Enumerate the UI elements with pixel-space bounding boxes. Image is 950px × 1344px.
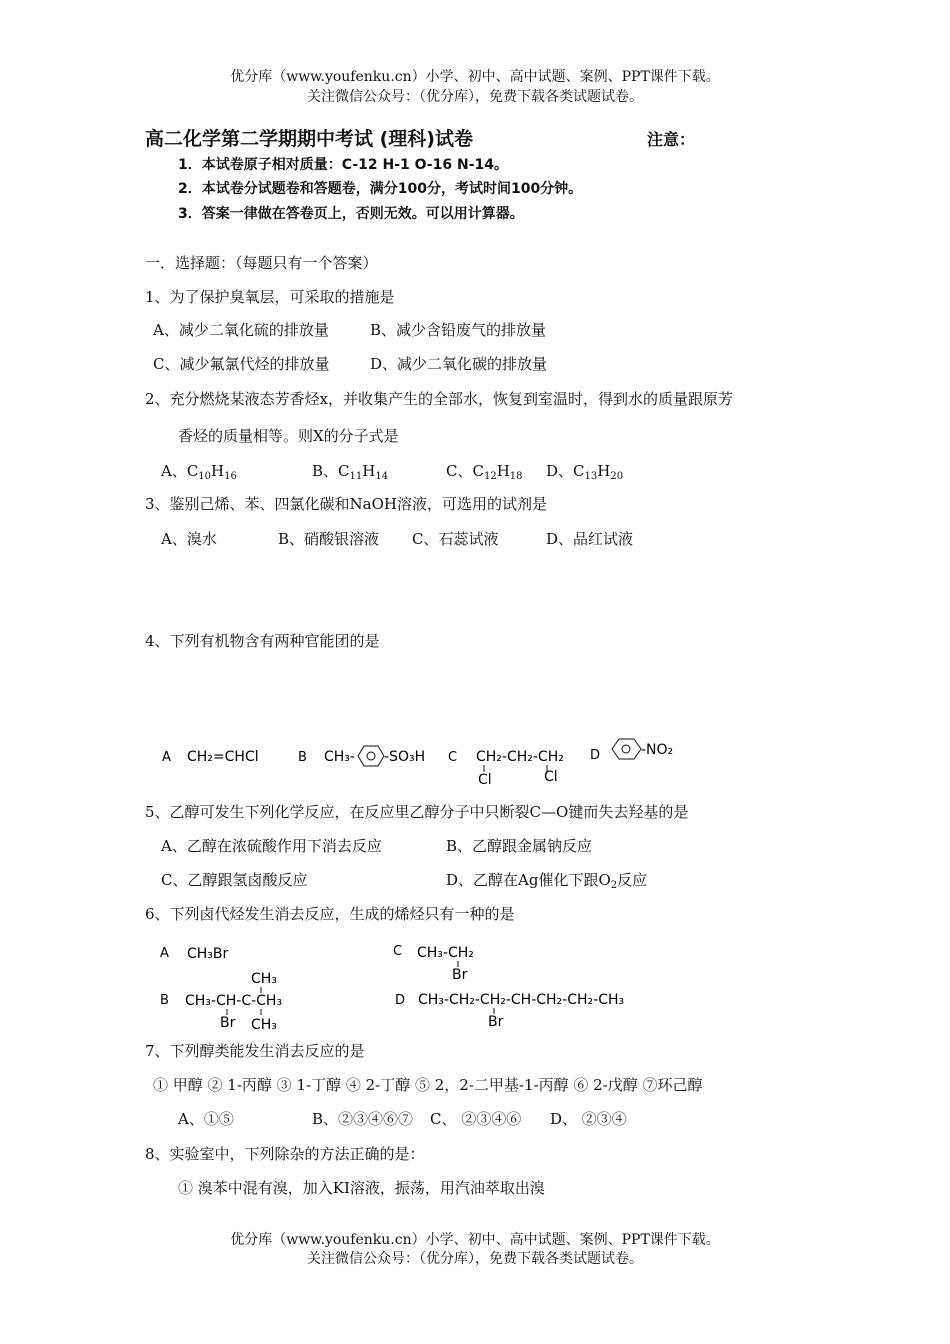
q2-option-c: C、$C_{12}H_{18}$ — [446, 462, 523, 482]
q6-label-d: D — [395, 993, 406, 1008]
q1-stem: 1、为了保护臭氧层，可采取的措施是 — [145, 288, 395, 306]
q4-stem: 4、下列有机物含有两种官能团的是 — [145, 632, 380, 650]
q5-option-d: D、乙醇在Ag催化下跟$O_2$反应 — [446, 871, 648, 891]
q7-option-d: D、 ②③④ — [550, 1110, 627, 1128]
q2-stem-line-2: 香烃的质量相等。则X的分子式是 — [178, 427, 399, 445]
q7-stem: 7、下列醇类能发生消去反应的是 — [145, 1042, 365, 1060]
q6-formula-c-br: Br — [452, 967, 468, 983]
section-heading: 一．选择题：（每题只有一个答案） — [145, 254, 378, 272]
q6-label-c: C — [393, 944, 403, 959]
q4-label-d: D — [590, 748, 601, 763]
benzene-inner-circle — [367, 752, 375, 760]
q1-option-b: B、减少含铅废气的排放量 — [370, 321, 547, 339]
q4-structures — [150, 730, 710, 790]
q8-item-1: ① 溴苯中混有溴，加入KI溶液，振荡，用汽油萃取出溴 — [178, 1179, 545, 1197]
q5-option-a: A、乙醇在浓硫酸作用下消去反应 — [161, 837, 382, 855]
q7-option-c: C、 ②③④⑥ — [430, 1110, 522, 1128]
q2-option-a: A、$C_{10}H_{16}$ — [161, 462, 237, 482]
q2-stem-line-1: 2、充分燃烧某液态芳香烃x，并收集产生的全部水，恢复到室温时，得到水的质量跟原芳 — [145, 390, 734, 408]
header-line-2: 关注微信公众号：（优分库），免费下载各类试题试卷。 — [307, 89, 643, 105]
q6-formula-b: CH₃-CH-C-CH₃ — [185, 993, 283, 1009]
q3-option-c: C、石蕊试液 — [412, 530, 499, 548]
q1-option-d: D、减少二氧化碳的排放量 — [370, 355, 548, 373]
note-3: 3．答案一律做在答卷页上，否则无效。可以用计算器。 — [178, 206, 524, 222]
q5-stem: 5、乙醇可发生下列化学反应，在反应里乙醇分子中只断裂C—O键而失去羟基的是 — [145, 803, 689, 821]
q5-option-b: B、乙醇跟金属钠反应 — [446, 837, 593, 855]
q4-formula-c-cl-1: Cl — [478, 772, 492, 788]
q4-formula-c: CH₂-CH₂-CH₂ — [476, 749, 564, 765]
q1-option-a: A、减少二氧化硫的排放量 — [153, 321, 329, 339]
q7-items: ① 甲醇 ② 1-丙醇 ③ 1-丁醇 ④ 2-丁醇 ⑤ 2，2-二甲基-1-丙醇 ⑥ 2-戊醇 ⑦环己醇 — [153, 1076, 703, 1094]
q6-formula-c: CH₃-CH₂ — [417, 945, 474, 961]
q3-option-a: A、溴水 — [161, 530, 217, 548]
q3-option-d: D、品红试液 — [546, 530, 634, 548]
header-line-1: 优分库（www.youfenku.cn）小学、初中、高中试题、案例、PPT课件下载。 — [230, 69, 720, 85]
q6-stem: 6、下列卤代烃发生消去反应，生成的烯烃只有一种的是 — [145, 905, 515, 923]
notice-label: 注意： — [647, 130, 696, 149]
q3-option-b: B、硝酸银溶液 — [278, 530, 380, 548]
q2-option-b: B、$C_{11}H_{14}$ — [312, 462, 389, 482]
note-1: 1．本试卷原子相对质量：C-12 H-1 O-16 N-14。 — [178, 157, 508, 173]
q6-formula-a: CH₃Br — [187, 946, 229, 962]
q6-formula-b-br: Br — [220, 1015, 236, 1031]
q3-stem: 3、鉴别己烯、苯、四氯化碳和NaOH溶液，可选用的试剂是 — [145, 495, 547, 513]
q2-option-d: D、$C_{13}H_{20}$ — [546, 462, 624, 482]
q8-stem: 8、实验室中，下列除杂的方法正确的是： — [145, 1145, 425, 1163]
q4-label-c: C — [448, 750, 458, 765]
benzene-ring-icon — [358, 746, 384, 766]
q4-formula-c-cl-2: Cl — [544, 769, 558, 785]
q6-structures — [150, 935, 630, 1035]
q4-label-b: B — [298, 750, 307, 765]
footer-line-2: 关注微信公众号：（优分库），免费下载各类试题试卷。 — [307, 1251, 643, 1267]
q4-formula-b-left: CH₃- — [324, 749, 355, 765]
benzene-ring-icon — [612, 739, 641, 759]
q6-formula-d-br: Br — [488, 1014, 504, 1030]
q6-label-b: B — [160, 993, 169, 1008]
q6-formula-d: CH₃-CH₂-CH₂-CH-CH₂-CH₂-CH₃ — [418, 992, 625, 1008]
q6-label-a: A — [160, 946, 169, 961]
exam-title: 高二化学第二学期期中考试 (理科)试卷 — [145, 128, 473, 150]
note-2: 2．本试卷分试题卷和答题卷，满分100分，考试时间100分钟。 — [178, 181, 583, 197]
q4-formula-b-right: -SO₃H — [384, 749, 426, 765]
footer-line-1: 优分库（www.youfenku.cn）小学、初中、高中试题、案例、PPT课件下载。 — [230, 1232, 720, 1248]
q4-label-a: A — [162, 750, 171, 765]
benzene-inner-circle — [622, 745, 630, 753]
q5-option-c: C、乙醇跟氢卤酸反应 — [161, 871, 308, 889]
q6-formula-b-top: CH₃ — [251, 971, 277, 987]
q1-option-c: C、减少氟氯代烃的排放量 — [153, 355, 330, 373]
q6-formula-b-bottom: CH₃ — [251, 1017, 277, 1033]
q4-formula-d: -NO₂ — [641, 742, 674, 758]
q4-formula-a: CH₂=CHCl — [187, 749, 259, 765]
q7-option-b: B、②③④⑥⑦ — [312, 1110, 414, 1128]
q7-option-a: A、①⑤ — [178, 1110, 234, 1128]
